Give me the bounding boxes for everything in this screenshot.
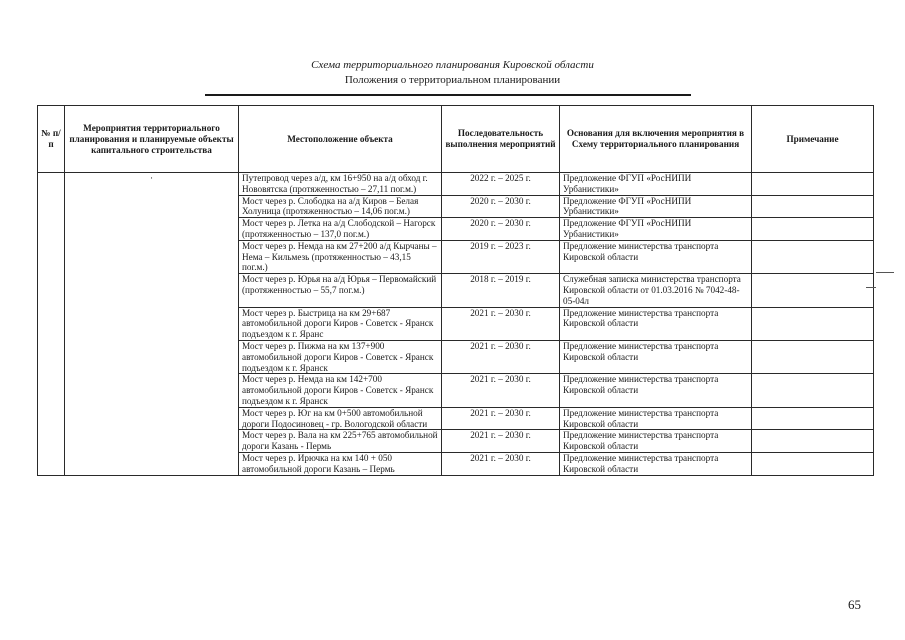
basis-cell: Предложение министерства транспорта Кировской области [560, 240, 752, 273]
note-cell [752, 452, 874, 475]
table-header-row [38, 106, 874, 173]
col-header-activity: Мероприятия территориального планирования и планируемые объекты капитального строительства [65, 106, 239, 173]
note-cell [752, 374, 874, 407]
stage-cell: 2021 г. – 2030 г. [442, 374, 560, 407]
activity-mark: · [149, 173, 154, 183]
note-cell [752, 307, 874, 340]
note-cell [752, 195, 874, 218]
location-cell: Мост через р. Пижма на км 137+900 автомобильной дороги Киров - Советск - Яранск подъездом к г. Яранск [239, 340, 442, 373]
stage-cell: 2018 г. – 2019 г. [442, 274, 560, 307]
basis-cell: Предложение министерства транспорта Кировской области [560, 307, 752, 340]
location-cell: Мост через р. Юг на км 0+500 автомобильной дороги Подосиновец - гр. Вологодской области [239, 407, 442, 430]
basis-cell: Предложение ФГУП «РосНИПИ Урбанистики» [560, 218, 752, 241]
location-cell: Мост через р. Ирючка на км 140 + 050 автомобильной дороги Казань – Пермь [239, 452, 442, 475]
note-cell [752, 240, 874, 273]
basis-cell: Предложение министерства транспорта Кировской области [560, 407, 752, 430]
col-header-stage: Последовательность выполнения мероприятий [442, 106, 560, 173]
document-title: Схема территориального планирования Кировской области [311, 59, 594, 71]
basis-cell: Предложение ФГУП «РосНИПИ Урбанистики» [560, 173, 752, 196]
note-cell [752, 407, 874, 430]
stage-cell: 2021 г. – 2030 г. [442, 452, 560, 475]
basis-cell: Служебная записка министерства транспорта Кировской области от 01.03.2016 № 7042-48-05-04л [560, 274, 752, 307]
note-cell [752, 218, 874, 241]
basis-cell: Предложение ФГУП «РосНИПИ Урбанистики» [560, 195, 752, 218]
stage-cell: 2020 г. – 2030 г. [442, 218, 560, 241]
location-cell: Мост через р. Немда на км 142+700 автомобильной дороги Киров - Советск - Яранск подъездом к г. Яранск [239, 374, 442, 407]
note-cell [752, 430, 874, 453]
location-cell: Мост через р. Вала на км 225+765 автомобильной дороги Казань - Пермь [239, 430, 442, 453]
col-header-location: Местоположение объекта [239, 106, 442, 173]
planning-table [37, 105, 874, 476]
col-header-number: № п/п [38, 106, 65, 173]
scan-artifact [866, 287, 876, 288]
stage-cell: 2021 г. – 2030 г. [442, 430, 560, 453]
scan-artifact [876, 272, 894, 273]
location-cell: Мост через р. Летка на а/д Слободской – Нагорск (протяженностью – 137,0 пог.м.) [239, 218, 442, 241]
row-number-cell [38, 173, 65, 476]
location-cell: Мост через р. Быстрица на км 29+687 автомобильной дороги Киров - Советск - Яранск подъездом к г. Яранс [239, 307, 442, 340]
table-row [38, 173, 874, 196]
note-cell [752, 173, 874, 196]
location-cell: Мост через р. Немда на км 27+200 а/д Кырчаны – Нема – Кильмезь (протяженностью – 43,15 пог.м.) [239, 240, 442, 273]
location-cell: Мост через р. Слободка на а/д Киров – Белая Холуница (протяженностью – 14,06 пог.м.) [239, 195, 442, 218]
header-divider [205, 94, 691, 96]
basis-cell: Предложение министерства транспорта Кировской области [560, 430, 752, 453]
col-header-basis: Основания для включения мероприятия в Схему территориального планирования [560, 106, 752, 173]
activity-cell [65, 173, 239, 476]
stage-cell: 2020 г. – 2030 г. [442, 195, 560, 218]
location-cell: Мост через р. Юрья на а/д Юрья – Первомайский (протяженностью – 55,7 пог.м.) [239, 274, 442, 307]
note-cell [752, 274, 874, 307]
location-cell: Путепровод через а/д, км 16+950 на а/д обход г. Нововятска (протяженностью – 27,11 пог.м.) [239, 173, 442, 196]
stage-cell: 2021 г. – 2030 г. [442, 340, 560, 373]
basis-cell: Предложение министерства транспорта Кировской области [560, 340, 752, 373]
col-header-note: Примечание [752, 106, 874, 173]
stage-cell: 2022 г. – 2025 г. [442, 173, 560, 196]
document-subtitle: Положения о территориальном планировании [344, 74, 561, 86]
page-number: 65 [848, 597, 861, 612]
stage-cell: 2021 г. – 2030 г. [442, 407, 560, 430]
stage-cell: 2019 г. – 2023 г. [442, 240, 560, 273]
basis-cell: Предложение министерства транспорта Кировской области [560, 452, 752, 475]
stage-cell: 2021 г. – 2030 г. [442, 307, 560, 340]
note-cell [752, 340, 874, 373]
basis-cell: Предложение министерства транспорта Кировской области [560, 374, 752, 407]
